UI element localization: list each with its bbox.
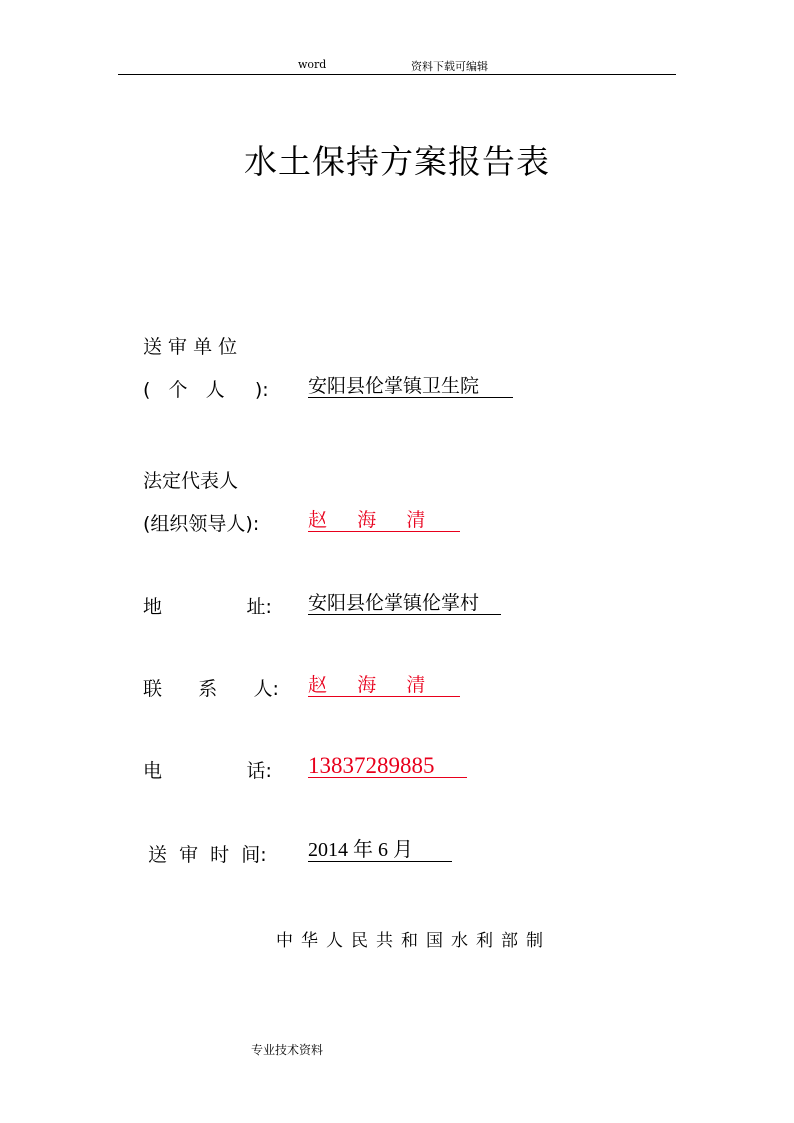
phone-label: 电 话: bbox=[143, 760, 272, 782]
date-label: 送 审 时 间: bbox=[148, 844, 267, 866]
phone-value: 13837289885 bbox=[308, 755, 467, 778]
address-value: 安阳县伦掌镇伦掌村 bbox=[308, 592, 501, 615]
rep-label-line1: 法定代表人 bbox=[143, 470, 239, 492]
page-header bbox=[118, 56, 676, 75]
date-value: 2014 年 6 月 bbox=[308, 839, 452, 862]
page-footer: 专业技术资料 bbox=[251, 1043, 324, 1057]
rep-label-line2: (组织领导人): bbox=[143, 513, 260, 535]
address-label: 地 址: bbox=[143, 596, 272, 618]
issuing-authority: 中华人民共和国水利部制 bbox=[276, 931, 551, 951]
header-word: word bbox=[298, 58, 327, 71]
contact-value: 赵 海 清 bbox=[308, 674, 460, 697]
unit-value: 安阳县伦掌镇卫生院 bbox=[308, 375, 513, 398]
header-note: 资料下载可编辑 bbox=[411, 60, 488, 73]
rep-value: 赵 海 清 bbox=[308, 509, 460, 532]
unit-label-line1: 送 审 单 位 bbox=[143, 336, 238, 358]
unit-label-line2: ( 个 人 ): bbox=[143, 379, 269, 401]
contact-label: 联 系 人: bbox=[143, 678, 279, 700]
document-title: 水土保持方案报告表 bbox=[244, 142, 550, 181]
